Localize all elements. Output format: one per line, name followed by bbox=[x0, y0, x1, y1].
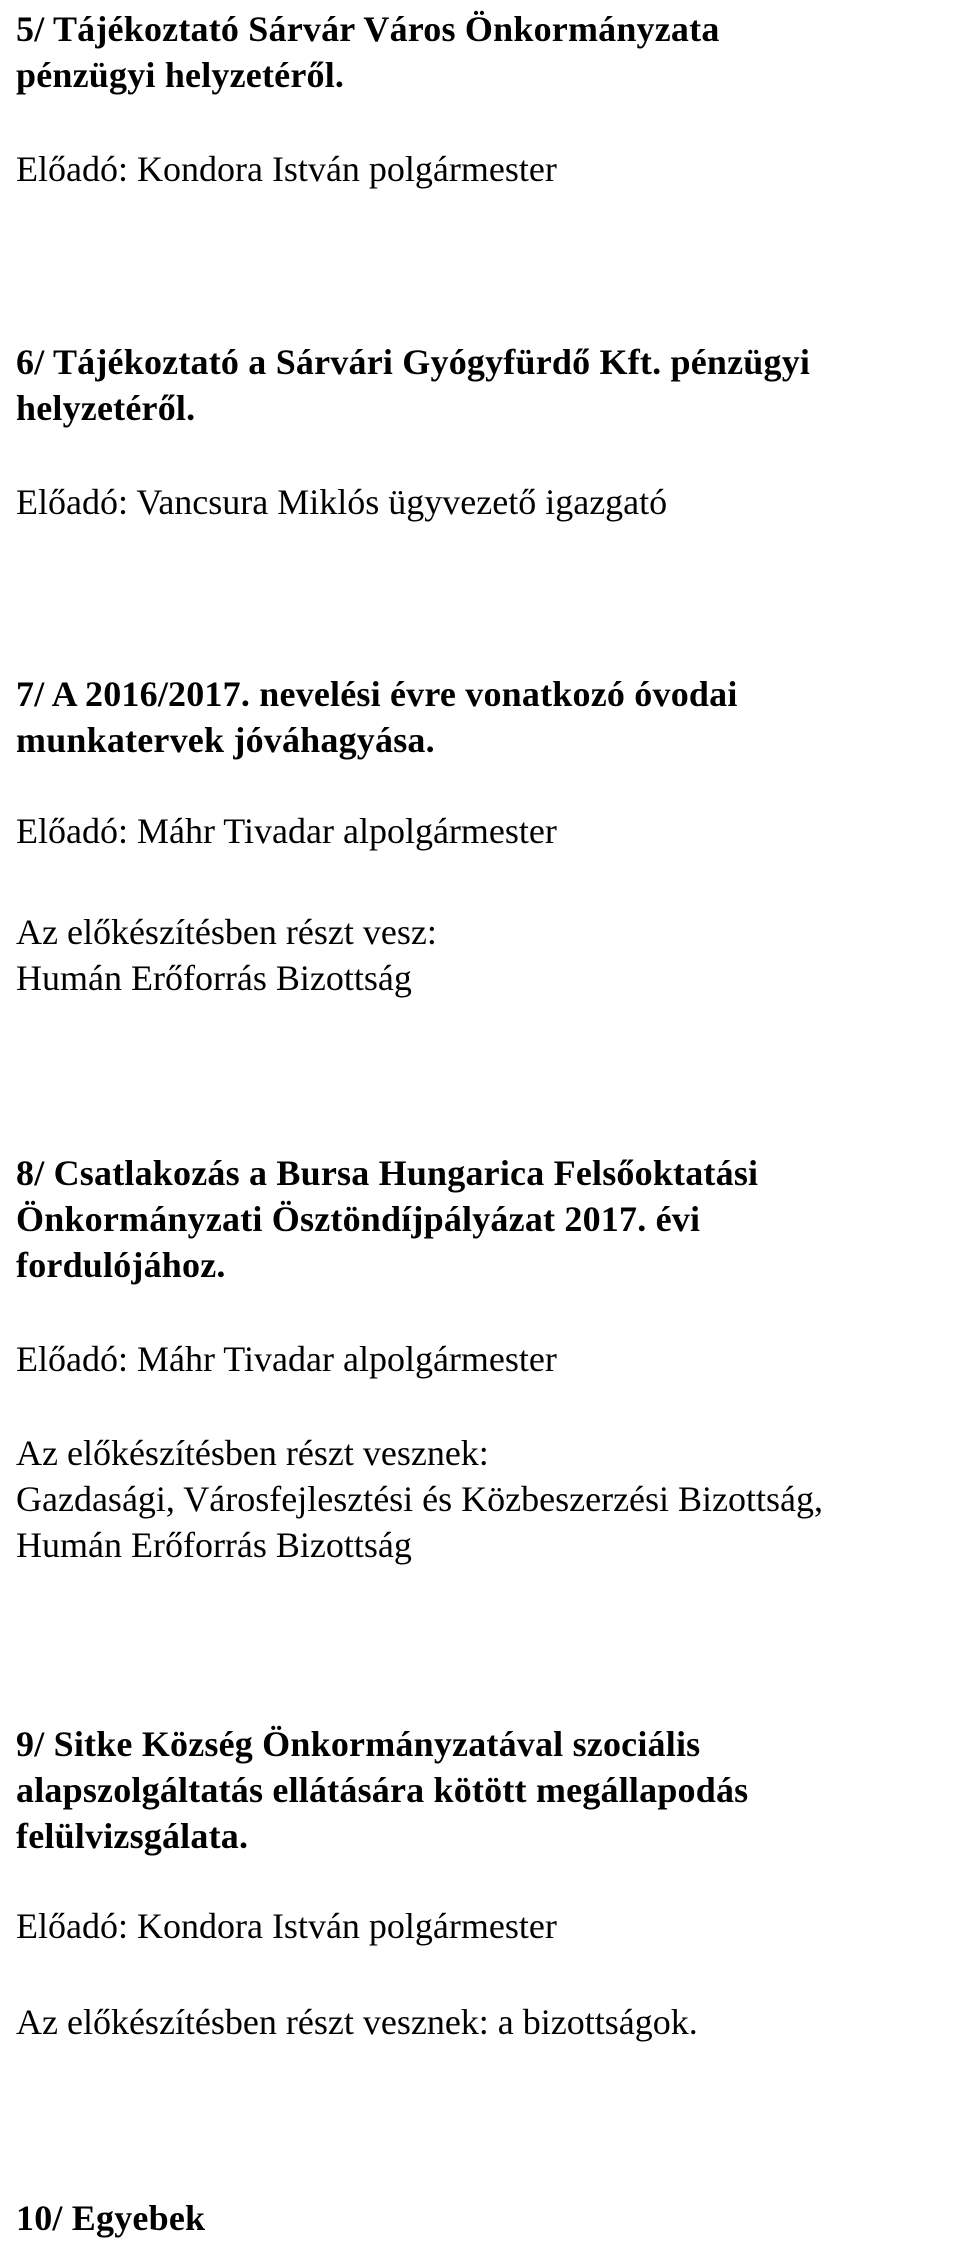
agenda-item-title-line: 5/ Tájékoztató Sárvár Város Önkormányzata bbox=[16, 9, 720, 49]
agenda-item-10 bbox=[16, 2195, 946, 2241]
committee-name: Humán Erőforrás Bizottság bbox=[16, 958, 412, 998]
presenter-line: Előadó: Kondora István polgármester bbox=[16, 149, 557, 189]
agenda-item-7 bbox=[16, 671, 946, 763]
agenda-item-9 bbox=[16, 1721, 946, 1859]
preparation-info bbox=[16, 909, 946, 1001]
agenda-item-title-line: munkatervek jóváhagyása. bbox=[16, 720, 435, 760]
agenda-item-title-line: 9/ Sitke Község Önkormányzatával szociális bbox=[16, 1724, 701, 1764]
preparation-label: Az előkészítésben részt vesz: bbox=[16, 912, 437, 952]
preparation-info bbox=[16, 1430, 946, 1568]
agenda-item-title-line: 8/ Csatlakozás a Bursa Hungarica Felsőoktatási bbox=[16, 1153, 759, 1193]
agenda-item-6 bbox=[16, 339, 946, 431]
preparation-label: Az előkészítésben részt vesznek: bbox=[16, 1433, 489, 1473]
agenda-item-8 bbox=[16, 1150, 946, 1288]
agenda-item-title-line: 7/ A 2016/2017. nevelési évre vonatkozó óvodai bbox=[16, 674, 738, 714]
agenda-item-title-line: alapszolgáltatás ellátására kötött megállapodás bbox=[16, 1770, 749, 1810]
presenter-line: Előadó: Máhr Tivadar alpolgármester bbox=[16, 811, 557, 851]
preparation-label: Az előkészítésben részt vesznek: a bizottságok. bbox=[16, 2002, 698, 2042]
agenda-item-title-line: 10/ Egyebek bbox=[16, 2198, 206, 2238]
committee-name: Gazdasági, Városfejlesztési és Közbeszerzési Bizottság, bbox=[16, 1479, 824, 1519]
agenda-item-title-line: Önkormányzati Ösztöndíjpályázat 2017. évi bbox=[16, 1199, 701, 1239]
committee-name: Humán Erőforrás Bizottság bbox=[16, 1525, 412, 1565]
agenda-item-title-line: felülvizsgálata. bbox=[16, 1816, 249, 1856]
agenda-item-title-line: fordulójához. bbox=[16, 1245, 226, 1285]
presenter-line: Előadó: Máhr Tivadar alpolgármester bbox=[16, 1339, 557, 1379]
presenter-line: Előadó: Vancsura Miklós ügyvezető igazgató bbox=[16, 482, 668, 522]
agenda-item-title-line: pénzügyi helyzetéről. bbox=[16, 55, 345, 95]
agenda-item-title-line: helyzetéről. bbox=[16, 388, 196, 428]
presenter-line: Előadó: Kondora István polgármester bbox=[16, 1906, 557, 1946]
agenda-item-title-line: 6/ Tájékoztató a Sárvári Gyógyfürdő Kft. pénzügyi bbox=[16, 342, 811, 382]
agenda-item-5 bbox=[16, 6, 946, 98]
